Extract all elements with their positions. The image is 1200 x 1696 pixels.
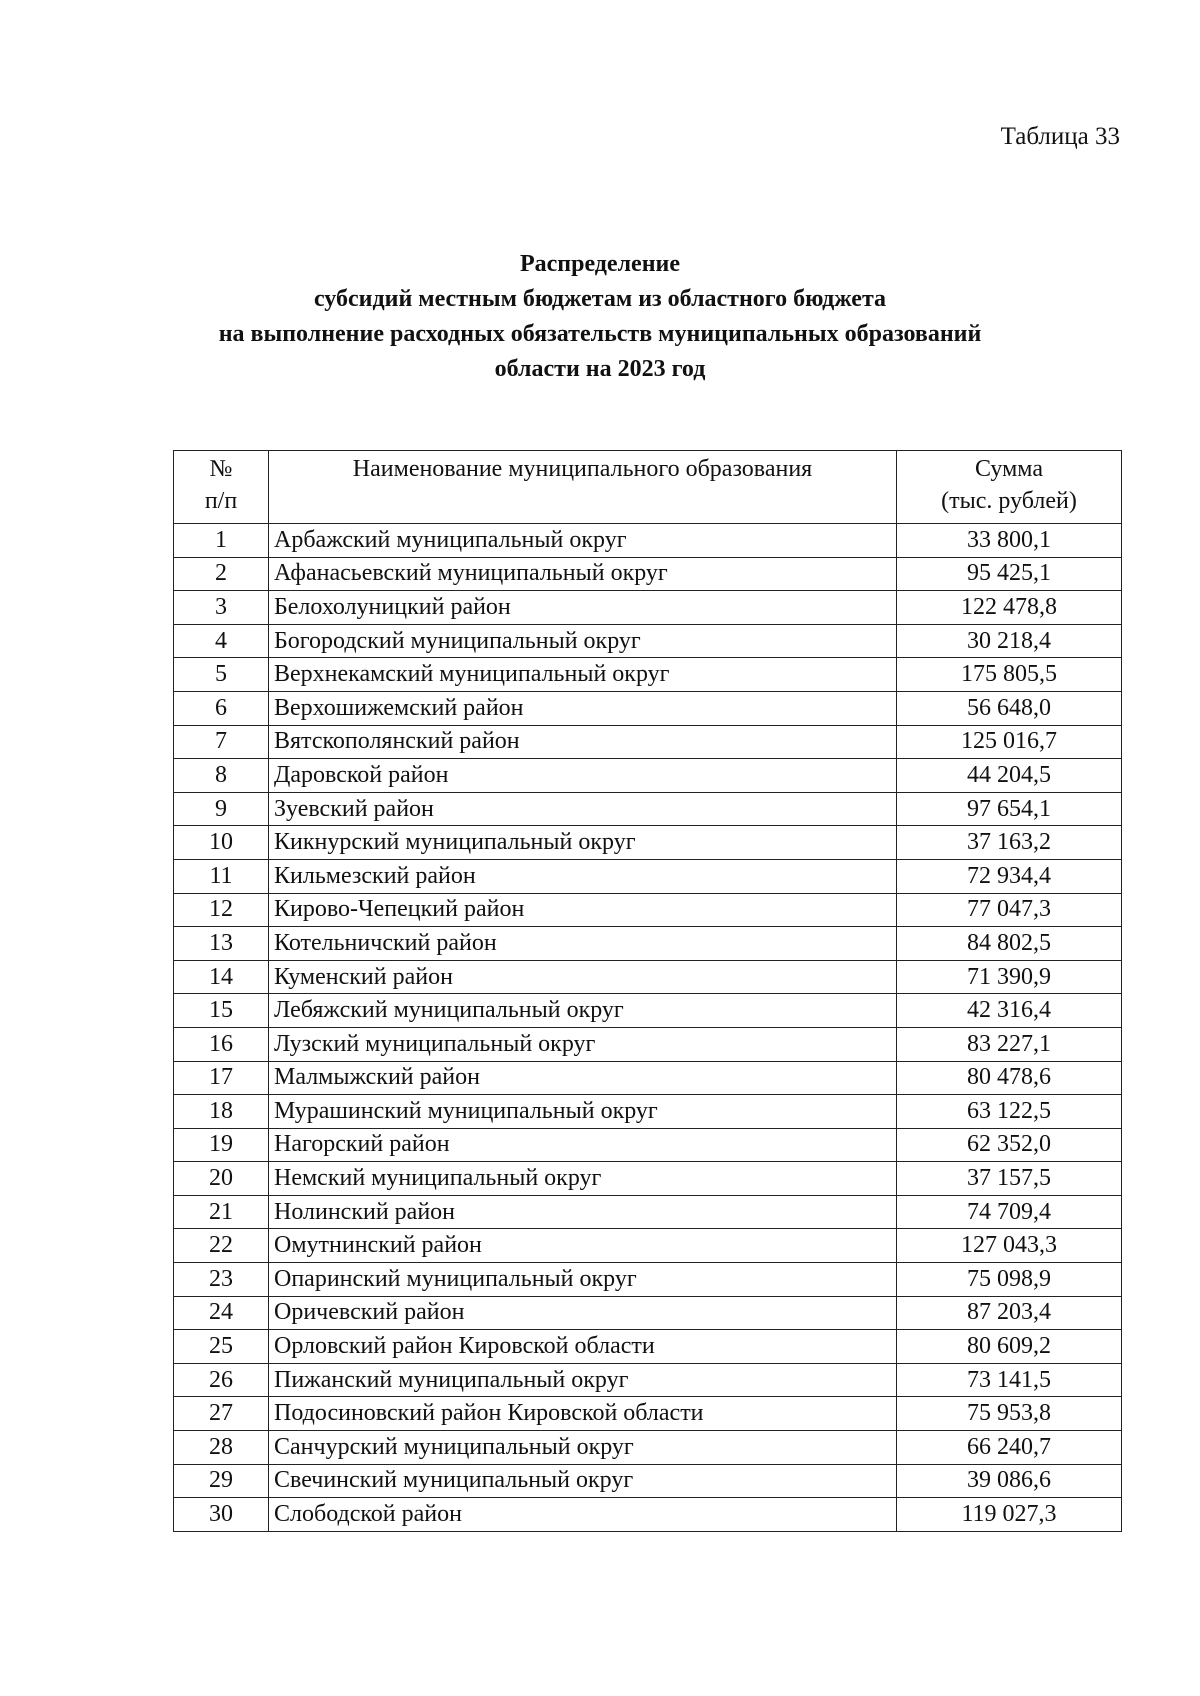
row-municipality: Кикнурский муниципальный округ <box>269 826 897 860</box>
row-number: 26 <box>174 1363 269 1397</box>
row-amount: 80 609,2 <box>897 1330 1122 1364</box>
row-amount: 74 709,4 <box>897 1195 1122 1229</box>
row-municipality: Верхошижемский район <box>269 691 897 725</box>
row-municipality: Опаринский муниципальный округ <box>269 1263 897 1297</box>
table-header-row <box>174 451 1122 524</box>
table-row <box>174 893 1122 927</box>
row-municipality: Мурашинский муниципальный округ <box>269 1095 897 1129</box>
table-row <box>174 1464 1122 1498</box>
table-row <box>174 524 1122 558</box>
table-body <box>174 524 1122 1532</box>
row-number: 10 <box>174 826 269 860</box>
title-line: Распределение <box>519 251 681 277</box>
header-sum: Сумма (тыс. рублей) <box>897 451 1122 524</box>
row-number: 21 <box>174 1195 269 1229</box>
table-row <box>174 826 1122 860</box>
row-municipality: Слободской район <box>269 1498 897 1532</box>
row-number: 17 <box>174 1061 269 1095</box>
row-amount: 72 934,4 <box>897 859 1122 893</box>
row-amount: 56 648,0 <box>897 691 1122 725</box>
row-municipality: Богородский муниципальный округ <box>269 624 897 658</box>
table-row <box>174 1498 1122 1532</box>
row-number: 13 <box>174 927 269 961</box>
table-row <box>174 1229 1122 1263</box>
row-number: 15 <box>174 994 269 1028</box>
row-municipality: Лузский муниципальный округ <box>269 1027 897 1061</box>
row-municipality: Белохолуницкий район <box>269 591 897 625</box>
row-number: 1 <box>174 524 269 558</box>
row-amount: 80 478,6 <box>897 1061 1122 1095</box>
row-municipality: Свечинский муниципальный округ <box>269 1464 897 1498</box>
row-number: 4 <box>174 624 269 658</box>
row-amount: 37 163,2 <box>897 826 1122 860</box>
row-municipality: Нагорский район <box>269 1128 897 1162</box>
table-row <box>174 1162 1122 1196</box>
row-amount: 71 390,9 <box>897 960 1122 994</box>
row-number: 25 <box>174 1330 269 1364</box>
row-number: 18 <box>174 1095 269 1129</box>
row-amount: 87 203,4 <box>897 1296 1122 1330</box>
header-number: № п/п <box>174 451 269 524</box>
row-amount: 122 478,8 <box>897 591 1122 625</box>
subsidy-table <box>173 450 1122 1532</box>
table-row <box>174 624 1122 658</box>
row-number: 28 <box>174 1431 269 1465</box>
table-number: Таблица 33 <box>1000 123 1120 150</box>
row-municipality: Вятскополянский район <box>269 725 897 759</box>
table-row <box>174 691 1122 725</box>
row-number: 12 <box>174 893 269 927</box>
title-line: области на 2023 год <box>494 356 706 382</box>
row-municipality: Зуевский район <box>269 792 897 826</box>
row-amount: 125 016,7 <box>897 725 1122 759</box>
table-row <box>174 1095 1122 1129</box>
row-amount: 44 204,5 <box>897 759 1122 793</box>
table-row <box>174 591 1122 625</box>
row-amount: 62 352,0 <box>897 1128 1122 1162</box>
row-amount: 77 047,3 <box>897 893 1122 927</box>
row-municipality: Пижанский муниципальный округ <box>269 1363 897 1397</box>
row-amount: 95 425,1 <box>897 557 1122 591</box>
row-amount: 37 157,5 <box>897 1162 1122 1196</box>
table-row <box>174 994 1122 1028</box>
table-row <box>174 960 1122 994</box>
row-number: 7 <box>174 725 269 759</box>
table-row <box>174 1330 1122 1364</box>
row-municipality: Верхнекамский муниципальный округ <box>269 658 897 692</box>
row-number: 22 <box>174 1229 269 1263</box>
row-amount: 30 218,4 <box>897 624 1122 658</box>
row-municipality: Кильмезский район <box>269 859 897 893</box>
row-amount: 83 227,1 <box>897 1027 1122 1061</box>
header-name: Наименование муниципального образования <box>269 451 897 524</box>
row-municipality: Подосиновский район Кировской области <box>269 1397 897 1431</box>
row-number: 20 <box>174 1162 269 1196</box>
table-row <box>174 1128 1122 1162</box>
table-row <box>174 759 1122 793</box>
table-row <box>174 1431 1122 1465</box>
title-line: на выполнение расходных обязательств муниципальных образований <box>218 321 982 347</box>
table-row <box>174 1061 1122 1095</box>
document-title <box>0 247 1200 387</box>
row-number: 27 <box>174 1397 269 1431</box>
row-amount: 97 654,1 <box>897 792 1122 826</box>
row-municipality: Немский муниципальный округ <box>269 1162 897 1196</box>
row-number: 8 <box>174 759 269 793</box>
table-row <box>174 557 1122 591</box>
row-amount: 75 098,9 <box>897 1263 1122 1297</box>
row-number: 24 <box>174 1296 269 1330</box>
row-municipality: Нолинский район <box>269 1195 897 1229</box>
table-row <box>174 1195 1122 1229</box>
row-municipality: Лебяжский муниципальный округ <box>269 994 897 1028</box>
table-row <box>174 1263 1122 1297</box>
row-municipality: Куменский район <box>269 960 897 994</box>
table-row <box>174 927 1122 961</box>
row-number: 3 <box>174 591 269 625</box>
row-amount: 127 043,3 <box>897 1229 1122 1263</box>
row-number: 29 <box>174 1464 269 1498</box>
table-row <box>174 792 1122 826</box>
row-municipality: Орловский район Кировской области <box>269 1330 897 1364</box>
table-row <box>174 1296 1122 1330</box>
row-number: 14 <box>174 960 269 994</box>
row-municipality: Малмыжский район <box>269 1061 897 1095</box>
table-row <box>174 1363 1122 1397</box>
row-number: 19 <box>174 1128 269 1162</box>
row-municipality: Санчурский муниципальный округ <box>269 1431 897 1465</box>
row-amount: 73 141,5 <box>897 1363 1122 1397</box>
row-municipality: Кирово-Чепецкий район <box>269 893 897 927</box>
row-municipality: Омутнинский район <box>269 1229 897 1263</box>
title-line: субсидий местным бюджетам из областного бюджета <box>313 286 887 312</box>
row-amount: 42 316,4 <box>897 994 1122 1028</box>
row-amount: 63 122,5 <box>897 1095 1122 1129</box>
row-municipality: Котельничский район <box>269 927 897 961</box>
table-row <box>174 725 1122 759</box>
table-row <box>174 1027 1122 1061</box>
row-number: 16 <box>174 1027 269 1061</box>
row-municipality: Афанасьевский муниципальный округ <box>269 557 897 591</box>
row-number: 30 <box>174 1498 269 1532</box>
row-amount: 66 240,7 <box>897 1431 1122 1465</box>
row-municipality: Арбажский муниципальный округ <box>269 524 897 558</box>
row-municipality: Даровской район <box>269 759 897 793</box>
table-row <box>174 658 1122 692</box>
row-municipality: Оричевский район <box>269 1296 897 1330</box>
row-amount: 75 953,8 <box>897 1397 1122 1431</box>
row-number: 23 <box>174 1263 269 1297</box>
row-number: 5 <box>174 658 269 692</box>
row-amount: 33 800,1 <box>897 524 1122 558</box>
row-number: 2 <box>174 557 269 591</box>
row-number: 11 <box>174 859 269 893</box>
row-number: 9 <box>174 792 269 826</box>
row-amount: 119 027,3 <box>897 1498 1122 1532</box>
row-number: 6 <box>174 691 269 725</box>
row-amount: 39 086,6 <box>897 1464 1122 1498</box>
table-row <box>174 1397 1122 1431</box>
row-amount: 175 805,5 <box>897 658 1122 692</box>
row-amount: 84 802,5 <box>897 927 1122 961</box>
table-row <box>174 859 1122 893</box>
